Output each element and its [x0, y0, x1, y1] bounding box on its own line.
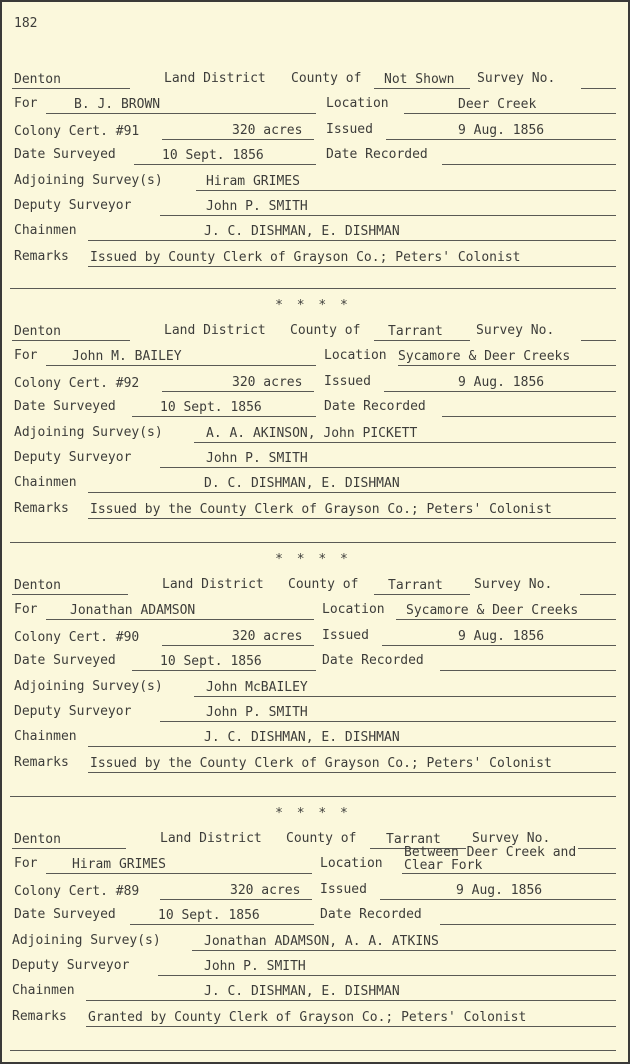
for-label: For: [14, 602, 38, 618]
survey-no-label: Survey No.: [474, 577, 553, 592]
remarks-label: Remarks: [14, 248, 69, 264]
location-label: Location: [320, 856, 383, 872]
survey-no-label: Survey No.: [472, 831, 551, 846]
chainmen-field: D. C. DISHMAN, E. DISHMAN: [88, 476, 616, 493]
survey-no-field: [581, 324, 616, 341]
date-surveyed-field: 10 Sept. 1856: [134, 148, 316, 165]
deputy-row: [10, 451, 616, 476]
deputy-field: John P. SMITH: [160, 451, 616, 468]
issued-field: 9 Aug. 1856: [384, 375, 616, 392]
county-of-label: County of: [286, 831, 357, 846]
location-field: Sycamore & Deer Creeks: [398, 349, 616, 366]
colony-cert: Colony Cert. #92: [14, 375, 140, 391]
remarks-field: Issued by County Clerk of Grayson Co.; Peters' Colonist: [88, 250, 616, 267]
date-surveyed-field: 10 Sept. 1856: [132, 400, 316, 417]
adjoining-row: [10, 934, 616, 959]
county-of-label: County of: [290, 323, 361, 338]
remarks-continuation-line: [10, 1050, 616, 1051]
issued-label: Issued: [326, 121, 373, 137]
survey-record-2: [10, 324, 616, 527]
deputy-field: John P. SMITH: [158, 959, 616, 976]
land-district-label: Land District: [162, 577, 264, 592]
county-field: Not Shown: [374, 72, 470, 89]
grantee-row: [10, 603, 616, 628]
acres-field: 320 acres: [162, 123, 314, 140]
location-field: Sycamore & Deer Creeks: [396, 603, 616, 620]
grantee-row: [10, 97, 616, 122]
deputy-row: [10, 705, 616, 730]
adjoining-label: Adjoining Survey(s): [14, 172, 163, 188]
remarks-field: Issued by the County Clerk of Grayson Co.; Peters' Colonist: [88, 756, 616, 773]
adjoining-field: A. A. AKINSON, John PICKETT: [194, 426, 616, 443]
date-surveyed-label: Date Surveyed: [14, 147, 116, 163]
location-label: Location: [326, 96, 389, 112]
land-district-label: Land District: [164, 323, 266, 338]
survey-no-field: [581, 72, 616, 89]
deputy-label: Deputy Surveyor: [14, 197, 132, 213]
acres-field: 320 acres: [162, 629, 314, 646]
date-recorded-field: [440, 908, 616, 925]
grantee-row: [10, 349, 616, 374]
for-label: For: [14, 348, 38, 364]
issued-label: Issued: [324, 373, 371, 389]
deputy-field: John P. SMITH: [160, 199, 616, 216]
adjoining-row: [10, 426, 616, 451]
dates-row: [10, 400, 616, 425]
date-recorded-field: [442, 400, 616, 417]
remarks-continuation-line: [10, 796, 616, 797]
county-field: Tarrant: [374, 324, 470, 341]
issued-field: 9 Aug. 1856: [382, 629, 616, 646]
grantee-field: John M. BAILEY: [46, 349, 316, 366]
adjoining-label: Adjoining Survey(s): [14, 678, 163, 694]
deputy-label: Deputy Surveyor: [14, 449, 132, 465]
location-field: Deer Creek: [404, 97, 616, 114]
land-district-label: Land District: [160, 831, 262, 846]
adjoining-label: Adjoining Survey(s): [14, 424, 163, 440]
chainmen-label: Chainmen: [14, 475, 77, 491]
adjoining-field: John McBAILEY: [194, 680, 616, 697]
date-recorded-label: Date Recorded: [322, 653, 424, 669]
survey-record-4: [10, 832, 616, 1035]
remarks-label: Remarks: [12, 1008, 67, 1024]
issued-label: Issued: [322, 627, 369, 643]
deputy-row: [10, 199, 616, 224]
adjoining-row: [10, 174, 616, 199]
remarks-label: Remarks: [14, 754, 69, 770]
date-surveyed-field: 10 Sept. 1856: [130, 908, 314, 925]
adjoining-field: Hiram GRIMES: [196, 174, 616, 191]
survey-no-field: [580, 578, 616, 595]
remarks-row: [10, 502, 616, 527]
chainmen-label: Chainmen: [14, 223, 77, 239]
location-line-1: Between Deer Creek and: [404, 845, 577, 861]
remarks-field: Granted by County Clerk of Grayson Co.; Peters' Colonist: [86, 1010, 616, 1027]
location-line-2: Clear Fork: [404, 858, 483, 874]
chainmen-row: [10, 224, 616, 249]
acres-field: 320 acres: [162, 375, 314, 392]
survey-record-1: [10, 72, 616, 275]
dates-row: [10, 908, 616, 933]
cert-row: [10, 629, 616, 654]
deputy-label: Deputy Surveyor: [14, 703, 132, 719]
grantee-row: [10, 845, 616, 882]
grantee-field: B. J. BROWN: [46, 97, 316, 114]
record-separator: * * * *: [275, 552, 351, 567]
remarks-row: [10, 250, 616, 275]
date-surveyed-field: 10 Sept. 1856: [132, 654, 316, 671]
remarks-row: [10, 1010, 616, 1035]
district-field: Denton: [12, 832, 126, 849]
land-district-label: Land District: [164, 71, 266, 86]
page-number: 182: [14, 16, 38, 31]
county-field: Tarrant: [370, 832, 466, 849]
chainmen-row: [10, 984, 616, 1009]
chainmen-field: J. C. DISHMAN, E. DISHMAN: [86, 984, 616, 1001]
adjoining-label: Adjoining Survey(s): [12, 932, 161, 948]
remarks-field: Issued by the County Clerk of Grayson Co.; Peters' Colonist: [88, 502, 616, 519]
remarks-continuation-line: [10, 542, 616, 543]
issued-field: 9 Aug. 1856: [386, 123, 616, 140]
grantee-field: Jonathan ADAMSON: [46, 603, 314, 620]
adjoining-row: [10, 680, 616, 705]
colony-cert: Colony Cert. #90: [14, 629, 140, 645]
for-label: For: [14, 856, 38, 872]
district-row: [10, 324, 616, 349]
survey-no-label: Survey No.: [476, 323, 555, 338]
survey-no-field: [578, 832, 616, 849]
date-recorded-label: Date Recorded: [324, 399, 426, 415]
deputy-row: [10, 959, 616, 984]
chainmen-label: Chainmen: [12, 983, 75, 999]
colony-cert: Colony Cert. #91: [14, 123, 140, 139]
location-field: [402, 845, 616, 874]
chainmen-row: [10, 730, 616, 755]
issued-label: Issued: [320, 881, 367, 897]
for-label: For: [14, 96, 38, 112]
deputy-field: John P. SMITH: [160, 705, 616, 722]
date-surveyed-label: Date Surveyed: [14, 907, 116, 923]
date-recorded-field: [442, 148, 616, 165]
date-recorded-label: Date Recorded: [326, 147, 428, 163]
record-separator: * * * *: [275, 806, 351, 821]
dates-row: [10, 148, 616, 173]
remarks-continuation-line: [10, 288, 616, 289]
record-separator: * * * *: [275, 298, 351, 313]
district-row: [10, 578, 616, 603]
adjoining-field: Jonathan ADAMSON, A. A. ATKINS: [192, 934, 616, 951]
chainmen-field: J. C. DISHMAN, E. DISHMAN: [88, 224, 616, 241]
district-field: Denton: [12, 324, 130, 341]
colony-cert: Colony Cert. #89: [14, 883, 140, 899]
cert-row: [10, 123, 616, 148]
location-label: Location: [322, 602, 385, 618]
cert-row: [10, 375, 616, 400]
deputy-label: Deputy Surveyor: [12, 957, 130, 973]
county-field: Tarrant: [374, 578, 470, 595]
grantee-field: Hiram GRIMES: [46, 857, 312, 874]
issued-field: 9 Aug. 1856: [380, 883, 616, 900]
survey-record-3: [10, 578, 616, 781]
remarks-label: Remarks: [14, 500, 69, 516]
district-field: Denton: [12, 578, 128, 595]
chainmen-field: J. C. DISHMAN, E. DISHMAN: [88, 730, 616, 747]
county-of-label: County of: [291, 71, 362, 86]
dates-row: [10, 654, 616, 679]
chainmen-row: [10, 476, 616, 501]
acres-field: 320 acres: [160, 883, 312, 900]
date-recorded-field: [440, 654, 616, 671]
district-row: [10, 72, 616, 97]
chainmen-label: Chainmen: [14, 729, 77, 745]
district-field: Denton: [12, 72, 130, 89]
cert-row: [10, 883, 616, 908]
location-label: Location: [324, 348, 387, 364]
date-surveyed-label: Date Surveyed: [14, 653, 116, 669]
date-surveyed-label: Date Surveyed: [14, 399, 116, 415]
county-of-label: County of: [288, 577, 359, 592]
remarks-row: [10, 756, 616, 781]
date-recorded-label: Date Recorded: [320, 907, 422, 923]
survey-no-label: Survey No.: [477, 71, 556, 86]
